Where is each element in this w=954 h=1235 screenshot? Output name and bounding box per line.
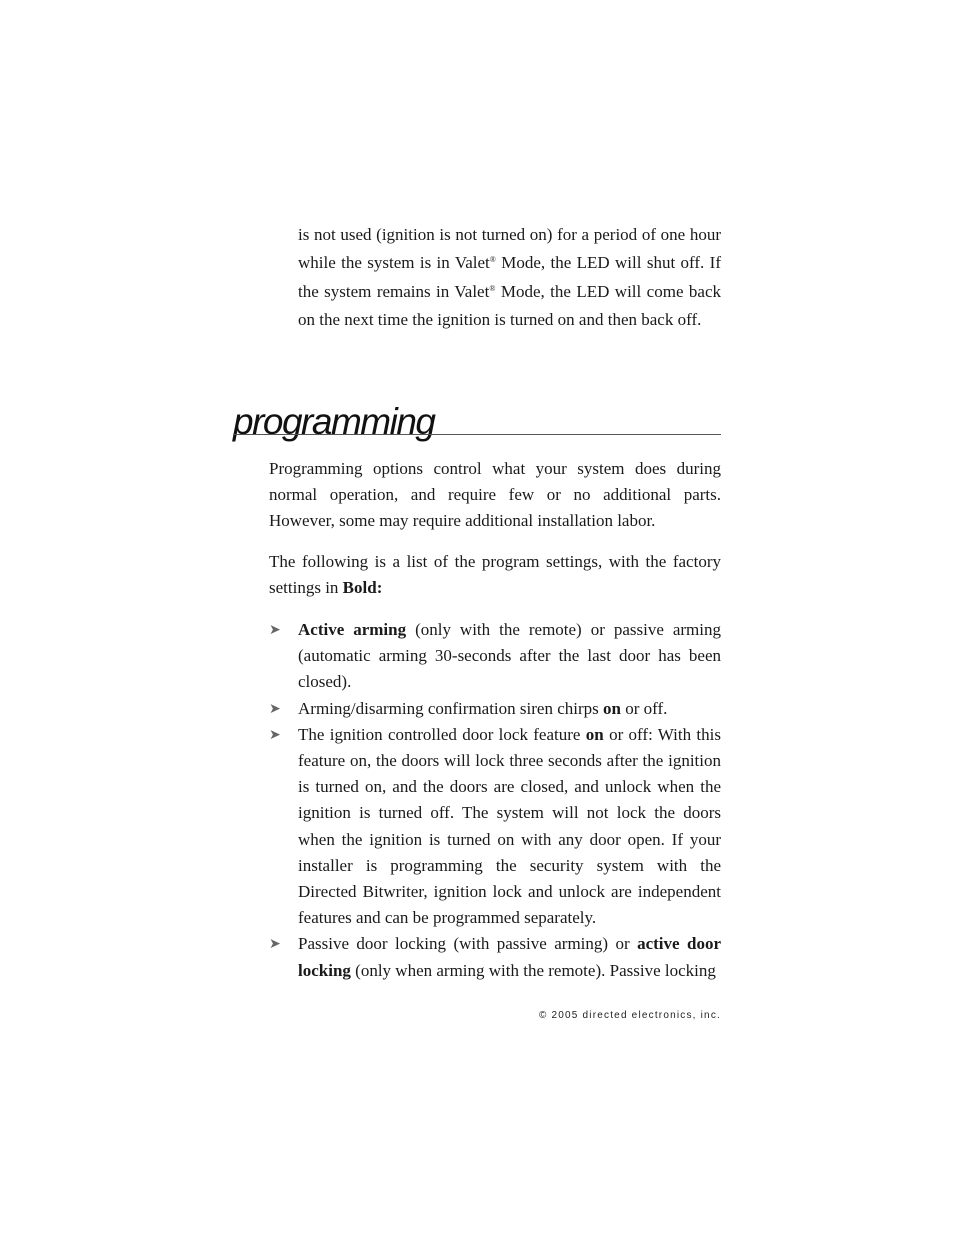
intro-text-1: is not used (ignition is not turned on) for a period of one hour while the system is in Valet	[298, 225, 721, 273]
section-heading: programming	[233, 401, 435, 442]
list-item	[269, 931, 721, 983]
default-setting: on	[603, 698, 621, 718]
intro-text-3: Mode, the LED will come back on the next time the ignition is turned on and then back off.	[298, 281, 721, 330]
list-item	[269, 722, 721, 932]
item-text: The ignition controlled door lock feature	[298, 724, 586, 744]
arrowhead-icon: ➤	[269, 622, 281, 638]
arrowhead-icon: ➤	[269, 936, 281, 953]
item-text: or off: With this feature on, the doors will lock three seconds after the ignition is turned on, and the doors are closed, and unlock when the ignition is turned off. The system will not lock the doors when the ignition is turned on with any door open. If your installer is programming the security system with the Directed Bitwriter, ignition lock and unlock are independent features and can be programmed separately.	[298, 724, 721, 928]
item-text: (only with the remote) or passive arming (automatic arming 30-seconds after the last door has been closed).	[298, 620, 721, 692]
default-setting: on	[585, 724, 604, 744]
arrowhead-icon: ➤	[269, 700, 281, 717]
programming-intro-paragraph: Programming options control what your system does during normal operation, and require few or no additional parts. However, some may require additional installation labor.	[269, 459, 721, 531]
default-setting: active door locking	[298, 934, 722, 980]
item-text: or off.	[620, 698, 668, 718]
intro-paragraph	[298, 221, 721, 335]
item-text: (only when arming with the remote). Passive locking	[350, 960, 716, 980]
arrowhead-icon: ➤	[269, 726, 281, 743]
default-setting: Active arming	[298, 620, 407, 639]
item-text: Passive door locking (with passive arming) or	[298, 934, 638, 954]
heading-rule	[233, 434, 721, 435]
program-settings-list	[269, 617, 721, 984]
list-item	[269, 696, 721, 722]
item-text: Arming/disarming confirmation siren chirps	[298, 698, 603, 718]
settings-list-intro	[269, 549, 721, 601]
copyright-footer: © 2005 directed electronics, inc.	[538, 1010, 721, 1021]
registered-mark: ®	[489, 283, 496, 293]
list-item	[269, 617, 721, 696]
bold-label: Bold:	[342, 578, 383, 598]
intro-text-2: Mode, the LED will shut off. If the system remains in Valet	[298, 253, 721, 301]
settings-list-intro-text: The following is a list of the program settings, with the factory settings in	[269, 552, 721, 598]
registered-mark: ®	[489, 255, 496, 265]
